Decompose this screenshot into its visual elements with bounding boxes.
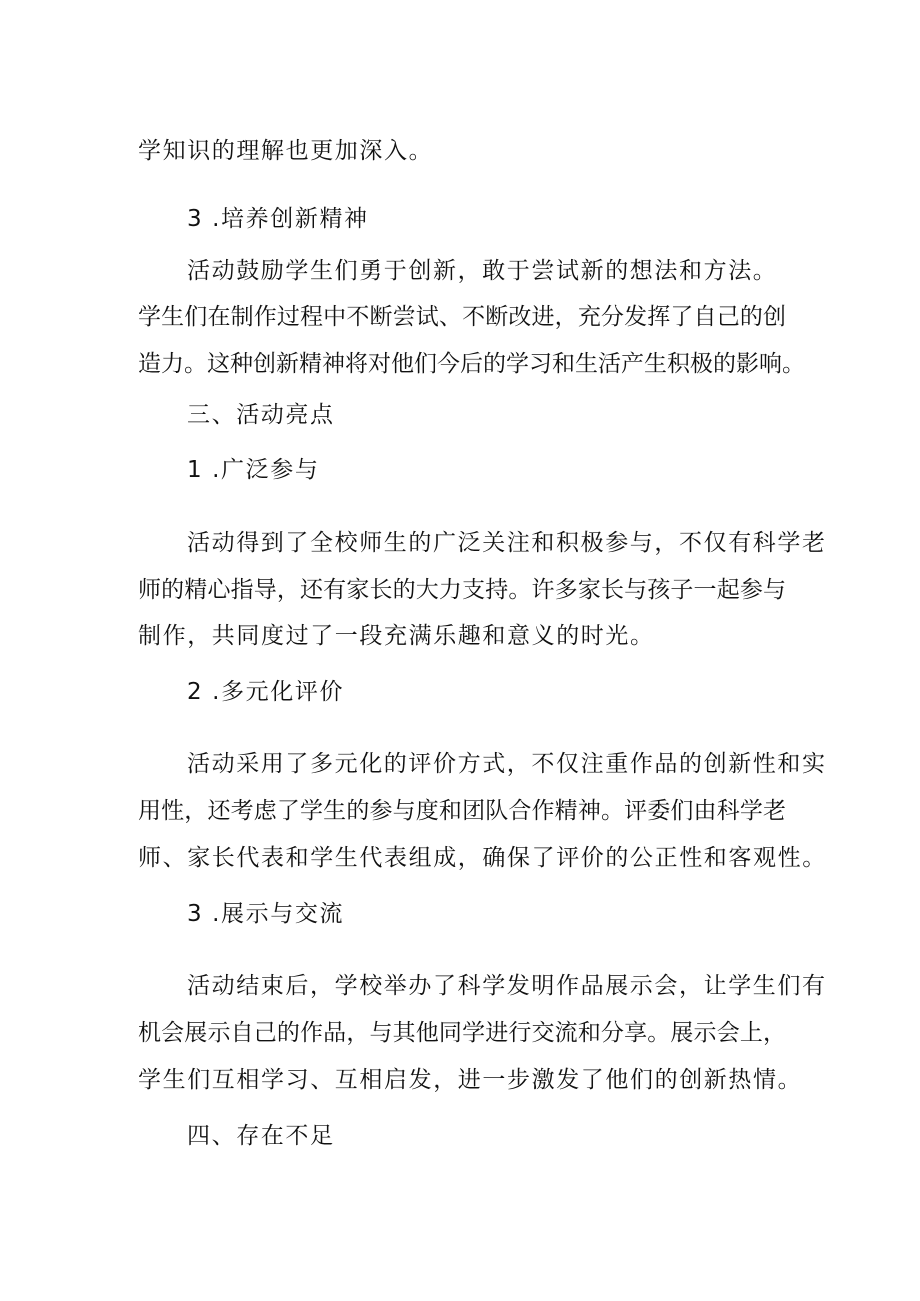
text-line-14: 师、家长代表和学生代表组成，确保了评价的公正性和客观性。 [138, 845, 827, 871]
text-line-4: 学生们在制作过程中不断尝试、不断改进，充分发挥了自己的创 [138, 304, 786, 330]
text-line-3: 活动鼓励学生们勇于创新，敢于尝试新的想法和方法。 [187, 258, 778, 284]
text-line-10: 制作，共同度过了一段充满乐趣和意义的时光。 [138, 623, 655, 649]
text-line-1: 学知识的理解也更加深入。 [138, 138, 434, 164]
section-heading-1-participation: 1 .广泛参与 [187, 457, 320, 483]
text-line-9: 师的精心指导，还有家长的大力支持。许多家长与孩子一起参与 [138, 577, 786, 603]
chapter-heading-shortcomings: 四、存在不足 [187, 1123, 335, 1149]
section-heading-2-evaluation: 2 .多元化评价 [187, 679, 345, 705]
text-line-16: 活动结束后，学校举办了科学发明作品展示会，让学生们有 [187, 973, 827, 999]
chapter-heading-highlights: 三、活动亮点 [187, 402, 335, 428]
text-line-8: 活动得到了全校师生的广泛关注和积极参与，不仅有科学老 [187, 530, 827, 556]
section-heading-3-exhibition: 3 .展示与交流 [187, 901, 345, 927]
text-line-17: 机会展示自己的作品，与其他同学进行交流和分享。展示会上， [138, 1020, 786, 1046]
text-line-13: 用性，还考虑了学生的参与度和团队合作精神。评委们由科学老 [138, 798, 786, 824]
section-heading-3-innovation: 3 .培养创新精神 [187, 206, 369, 232]
text-line-5: 造力。这种创新精神将对他们今后的学习和生活产生积极的影响。 [138, 351, 805, 377]
text-line-18: 学生们互相学习、互相启发，进一步激发了他们的创新热情。 [138, 1067, 803, 1093]
text-line-12: 活动采用了多元化的评价方式，不仅注重作品的创新性和实 [187, 751, 827, 777]
